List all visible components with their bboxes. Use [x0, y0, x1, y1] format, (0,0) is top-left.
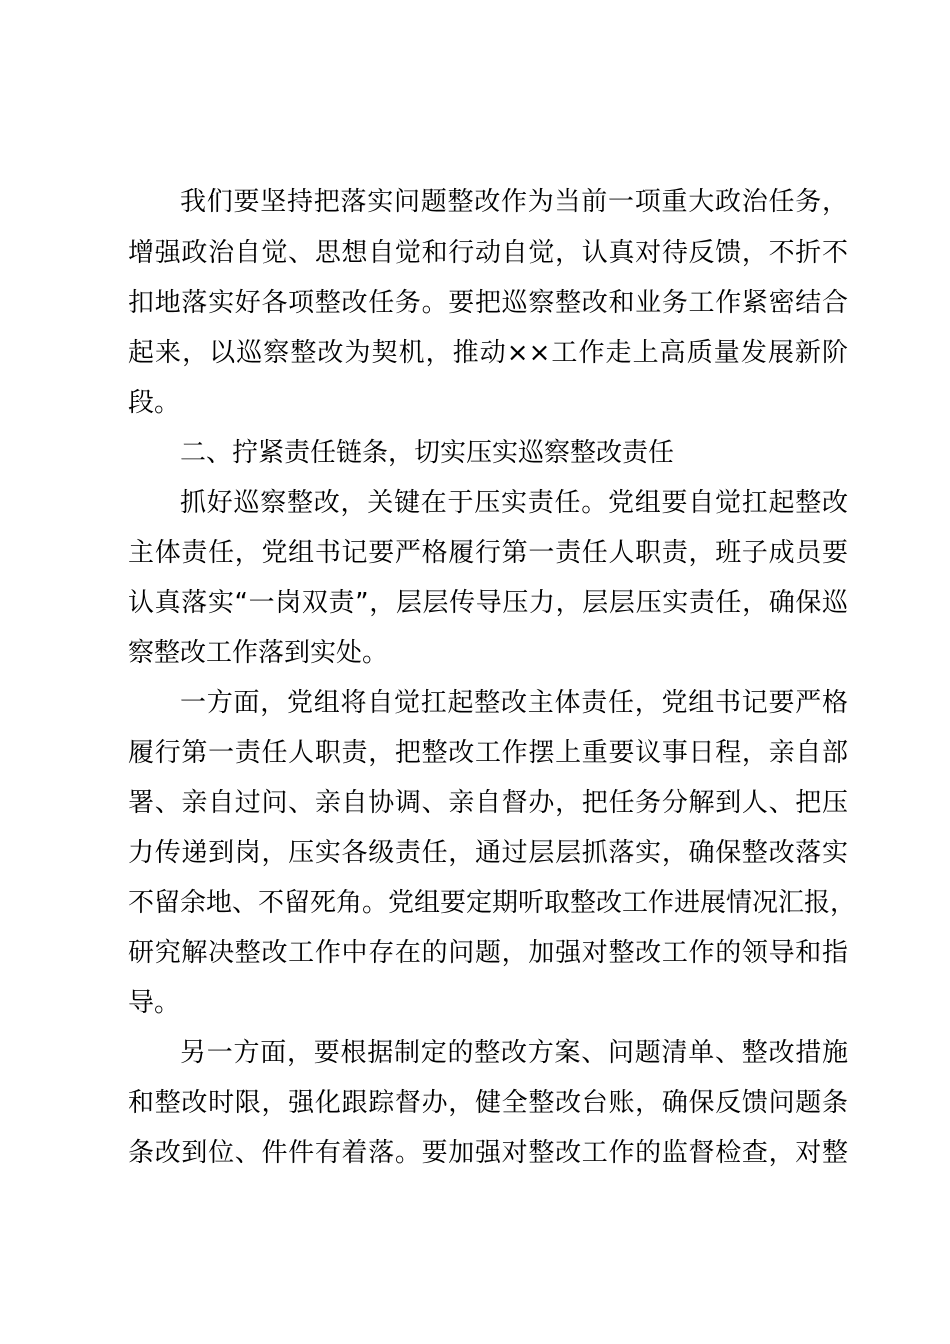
paragraph-2-line-3: 认真落实“一岗双责”，层层传导压力，层层压实责任，确保巡	[128, 588, 848, 618]
paragraph-2-line-4: 察整改工作落到实处。	[128, 638, 389, 668]
paragraph-4-line-2: 和整改时限，强化跟踪督办，健全整改台账，确保反馈问题条	[128, 1088, 848, 1118]
paragraph-3-line-7: 导。	[128, 988, 181, 1018]
paragraph-1-line-2: 增强政治自觉、思想自觉和行动自觉，认真对待反馈，不折不	[128, 238, 848, 268]
paragraph-2-line-1: 抓好巡察整改，关键在于压实责任。党组要自觉扛起整改	[180, 488, 848, 518]
paragraph-1-line-5: 段。	[128, 388, 181, 418]
paragraph-3-line-4: 力传递到岗，压实各级责任，通过层层抓落实，确保整改落实	[128, 838, 848, 868]
paragraph-3-line-3: 署、亲自过问、亲自协调、亲自督办，把任务分解到人、把压	[128, 788, 848, 818]
paragraph-3-line-5: 不留余地、不留死角。党组要定期听取整改工作进展情况汇报，	[128, 888, 857, 918]
paragraph-1-line-3: 扣地落实好各项整改任务。要把巡察整改和业务工作紧密结合	[128, 288, 848, 318]
paragraph-1-line-4: 起来，以巡察整改为契机，推动××工作走上高质量发展新阶	[128, 338, 848, 368]
paragraph-4-line-1: 另一方面，要根据制定的整改方案、问题清单、整改措施	[180, 1038, 848, 1068]
paragraph-1-line-1: 我们要坚持把落实问题整改作为当前一项重大政治任务，	[180, 187, 848, 217]
paragraph-3-line-1: 一方面，党组将自觉扛起整改主体责任，党组书记要严格	[180, 688, 848, 718]
section-heading: 二、拧紧责任链条，切实压实巡察整改责任	[180, 438, 675, 468]
paragraph-2-line-2: 主体责任，党组书记要严格履行第一责任人职责，班子成员要	[128, 538, 848, 568]
paragraph-3-line-2: 履行第一责任人职责，把整改工作摆上重要议事日程，亲自部	[128, 738, 848, 768]
paragraph-4-line-3: 条改到位、件件有着落。要加强对整改工作的监督检查，对整	[128, 1138, 848, 1168]
paragraph-3-line-6: 研究解决整改工作中存在的问题，加强对整改工作的领导和指	[128, 938, 848, 968]
